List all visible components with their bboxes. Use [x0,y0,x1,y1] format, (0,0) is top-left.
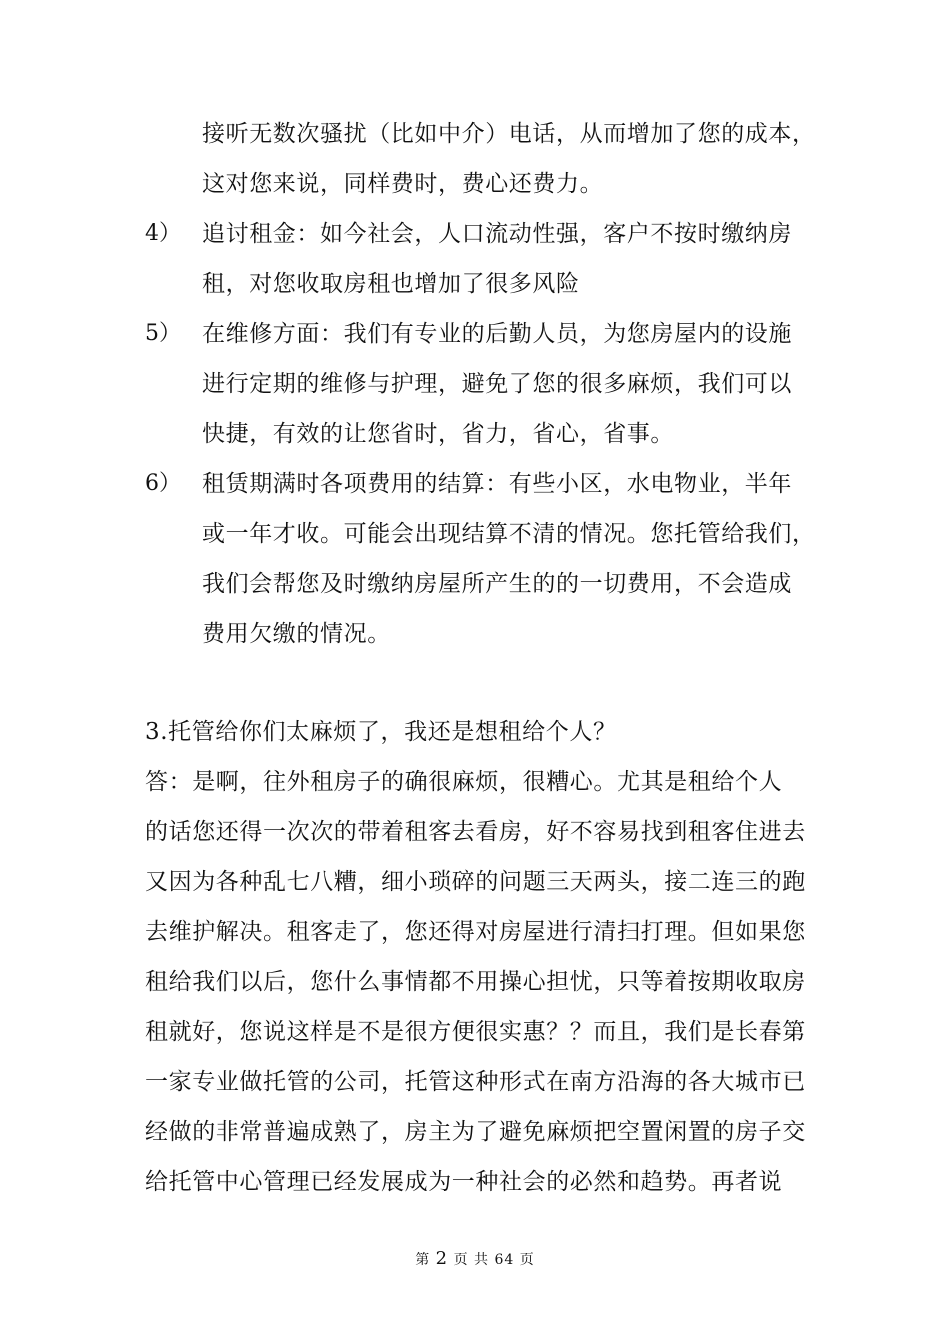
answer-line: 租给我们以后，您什么事情都不用操心担忧，只等着按期收取房 [145,969,806,995]
list-item-line: 快捷，有效的让您省时，省力，省心，省事。 [202,421,674,447]
list-item-line: 追讨租金：如今社会，人口流动性强，客户不按时缴纳房 [202,221,792,247]
footer-suffix: 页 [519,1252,535,1268]
list-item-line: 进行定期的维修与护理，避免了您的很多麻烦，我们可以 [202,371,792,397]
list-item-line: 费用欠缴的情况。 [202,621,391,647]
list-item-number: 4） [145,221,181,246]
list-item-line: 租，对您收取房租也增加了很多风险 [202,271,580,297]
answer-line: 答：是啊，往外租房子的确很麻烦，很糟心。尤其是租给个人 [145,769,783,795]
answer-line: 经做的非常普遍成熟了，房主为了避免麻烦把空置闲置的房子交 [145,1119,806,1145]
list-item-number: 6） [145,471,181,496]
current-page-number: 2 [435,1248,449,1269]
footer-prefix: 第 [415,1252,431,1268]
list-item-line: 我们会帮您及时缴纳房屋所产生的的一切费用，不会造成 [202,571,792,597]
answer-line: 给托管中心管理已经发展成为一种社会的必然和趋势。再者说 [145,1169,783,1195]
continuation-line: 这对您来说，同样费时，费心还费力。 [202,171,604,197]
question-heading: 3.托管给你们太麻烦了，我还是想租给个人？ [145,719,617,745]
answer-line: 的话您还得一次次的带着租客去看房，好不容易找到租客住进去 [145,819,806,845]
answer-line: 租就好，您说这样是不是很方便很实惠？？而且，我们是长春第 [145,1019,806,1045]
footer-mid: 页 共 [453,1252,490,1268]
list-item-line: 或一年才收。可能会出现结算不清的情况。您托管给我们， [202,521,816,547]
list-item-number: 5） [145,321,181,346]
answer-line: 一家专业做托管的公司，托管这种形式在南方沿海的各大城市已 [145,1069,806,1095]
continuation-line: 接听无数次骚扰（比如中介）电话，从而增加了您的成本， [202,121,816,147]
list-item-line: 在维修方面：我们有专业的后勤人员，为您房屋内的设施 [202,321,792,347]
answer-line: 又因为各种乱七八糟，细小琐碎的问题三天两头，接二连三的跑 [145,869,806,895]
answer-line: 去维护解决。租客走了，您还得对房屋进行清扫打理。但如果您 [145,919,806,945]
page-footer [0,1249,950,1270]
list-item-line: 租赁期满时各项费用的结算：有些小区，水电物业，半年 [202,471,792,497]
total-page-count: 64 [494,1252,515,1268]
